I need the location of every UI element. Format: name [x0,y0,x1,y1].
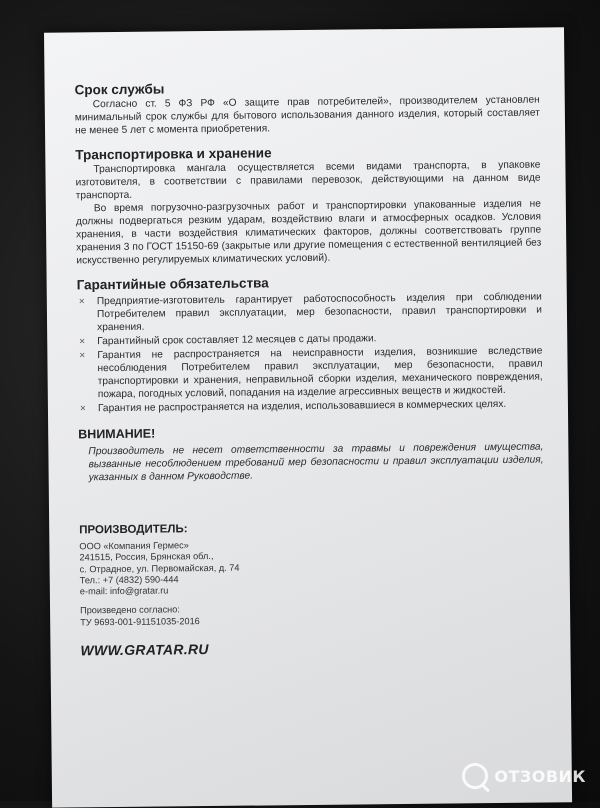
website-url: WWW.GRATAR.RU [80,641,209,659]
bullet-cross-icon: × [79,336,86,348]
magnifier-icon [462,763,488,789]
section-title: Транспортировка и хранение [75,145,272,163]
otzovik-watermark [462,763,586,789]
bullet-cross-icon: × [78,296,85,308]
manufacturer-line: e-mail: info@gratar.ru [79,585,169,597]
manufacturer-line: с. Отрадное, ул. Первомайская, д. 74 [79,562,240,574]
list-item-text: Гарантия не распространяется на неисправности изделия, возникшие вследствие несоблюдения Потребителем правил эксплуатации, мер безопасности, правил транспортировки и хранения, неправильной сборки изделия, механического повреждения, пожара, погодных условий, попадания на изделие агрессивных веществ и жидкостей. [97,345,543,401]
section-title: Гарантийные обязательства [76,275,269,293]
warranty-list [77,291,543,416]
section-warranty [77,273,543,416]
section-transport-storage [75,143,541,268]
produced-line: Произведено согласно: [80,604,180,616]
manufacturer-line: Тел.: +7 (4832) 590-444 [79,574,179,586]
bullet-cross-icon: × [79,350,86,362]
watermark-text: ОТЗОВИК [494,766,586,786]
manufacturer-line: 241515, Россия, Брянская обл., [79,551,214,563]
warning-text: Производитель не несет ответственности за травмы и повреждения имущества, вызванные несоблюдением требований мер безопасности и правил эксплуатации изделия, указанных в данном Руководстве. [88,441,544,484]
list-item [77,291,542,335]
document-content [75,78,546,659]
list-item-text: Гарантийный срок составляет 12 месяцев с даты продажи. [97,333,377,348]
produced-line: ТУ 9693-001-91151035-2016 [80,615,200,628]
list-item [77,345,543,402]
warning-title: ВНИМАНИЕ! [78,426,156,442]
section-service-life [75,78,541,138]
document-sheet [44,27,572,807]
bullet-cross-icon: × [79,403,86,415]
section-paragraph: Согласно ст. 5 ФЗ РФ «О защите прав потребителей», производителем установлен минимальный срок службы для бытового использования данного изделия, который составляет не менее 5 лет с момента приобретения. [74,94,540,137]
list-item-text: Предприятие-изготовитель гарантирует работоспособность изделия при соблюдении Потребителем правил эксплуатации, мер безопасности, правил транспортировки и хранения. [96,291,543,334]
section-title: Срок службы [74,81,165,98]
list-item-text: Гарантия не распространяется на изделия, использовавшиеся в коммерческих целях. [97,398,507,415]
section-paragraph: Во время погрузочно-разгрузочных работ и транспортировки упакованные изделия не должны подвергаться резким ударам, воздействию влаги и атмосферных осадков. Условия хранения, в части воздействия климатических факторов, должны соответствовать группе хранения 3 по ГОСТ 15150-69 (закрытые или другие помещения с естественной вентиляцией без искусственно регулируемых климатических условий). [75,198,542,267]
manufacturer-block [79,520,545,659]
manufacturer-title: ПРОИЗВОДИТЕЛЬ: [79,523,188,537]
manufacturer-line: ООО «Компания Гермес» [79,540,189,552]
section-paragraph: Транспортировка мангала осуществляется всеми видами транспорта, в упаковке изготовителя, в соответствии с правилами перевозок, действующими на данном виде транспорта. [75,159,541,202]
